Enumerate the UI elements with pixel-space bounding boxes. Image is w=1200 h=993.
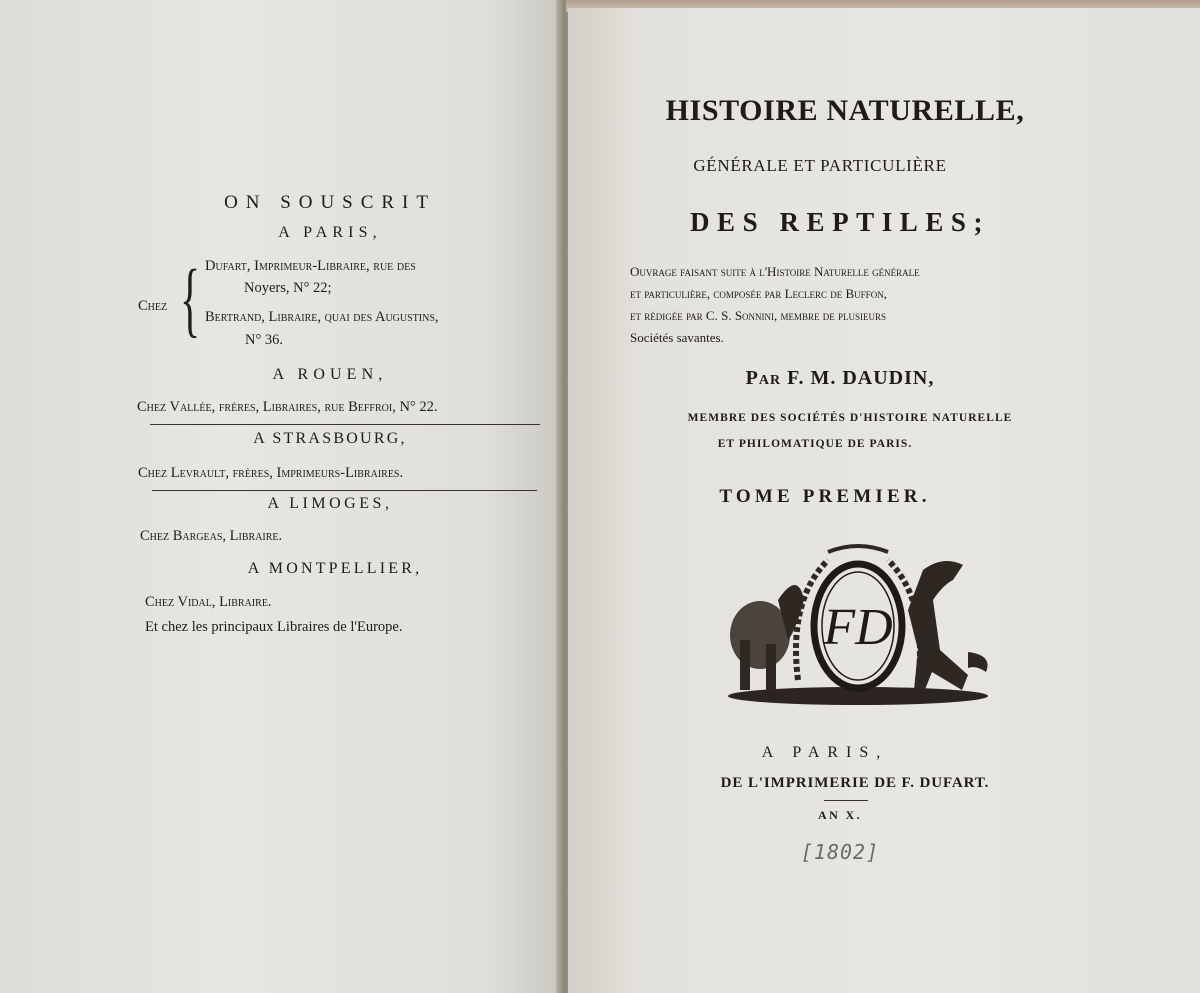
tome-label: TOME PREMIER. [719, 486, 931, 507]
city-paris: A PARIS, [278, 224, 382, 241]
printer-vignette [718, 540, 998, 718]
dufart-line-2: Noyers, N° 22; [244, 280, 332, 296]
imprint-city: A PARIS, [761, 744, 889, 761]
ouvrage-line-2: et particulière, composée par Leclerc de Buffon, [630, 286, 887, 301]
ouvrage-line-3: et rédigée par C. S. Sonnini, membre de plusieurs [630, 308, 887, 323]
imprint-rule [824, 800, 868, 801]
rouen-line: Chez Vallée, frères, Libraires, rue Beffroi, N° 22. [137, 399, 438, 415]
bertrand-line-1: Bertrand, Libraire, quai des Augustins, [205, 309, 439, 325]
limoges-line: Chez Bargeas, Libraire. [140, 528, 283, 544]
city-strasbourg: A STRASBOURG, [253, 430, 407, 447]
rule-1 [150, 424, 540, 425]
city-limoges: A LIMOGES, [267, 495, 393, 512]
dufart-line-1: Dufart, Imprimeur-Libraire, rue des [205, 258, 416, 274]
city-rouen: A ROUEN, [272, 366, 388, 383]
montpellier-line: Chez Vidal, Libraire. [145, 594, 272, 610]
vignette-monogram: FD [823, 599, 893, 656]
member-line-2: ET PHILOMATIQUE DE PARIS. [717, 438, 913, 450]
pencil-annotation: [1802] [800, 840, 880, 864]
strasbourg-line: Chez Levrault, frères, Imprimeurs-Libraires. [138, 465, 404, 481]
ouvrage-line-4: Sociétés savantes. [630, 330, 724, 345]
rule-2 [152, 490, 537, 491]
city-montpellier: A MONTPELLIER, [247, 560, 423, 577]
ribbon [828, 546, 888, 552]
book-subject: DES REPTILES; [689, 207, 991, 237]
author-line: Par F. M. DAUDIN, [745, 367, 935, 389]
book-title: HISTOIRE NATURELLE, [665, 94, 1025, 127]
subscription-heading: ON SOUSCRIT [224, 192, 436, 213]
closing-line: Et chez les principaux Libraires de l'Europe. [145, 619, 403, 635]
book-subtitle: GÉNÉRALE ET PARTICULIÈRE [693, 156, 947, 175]
dog-figure [908, 561, 988, 692]
member-line-1: MEMBRE DES SOCIÉTÉS D'HISTOIRE NATURELLE [687, 412, 1013, 424]
imprint-year: AN X. [818, 808, 862, 822]
bertrand-line-2: N° 36. [245, 332, 284, 348]
lion-figure [730, 585, 804, 690]
chez-label: Chez [138, 298, 168, 314]
brace-glyph: { [180, 253, 201, 346]
ouvrage-line-1: Ouvrage faisant suite à l'Histoire Naturelle générale [630, 264, 920, 279]
imprint-printer: DE L'IMPRIMERIE DE F. DUFART. [720, 775, 990, 791]
